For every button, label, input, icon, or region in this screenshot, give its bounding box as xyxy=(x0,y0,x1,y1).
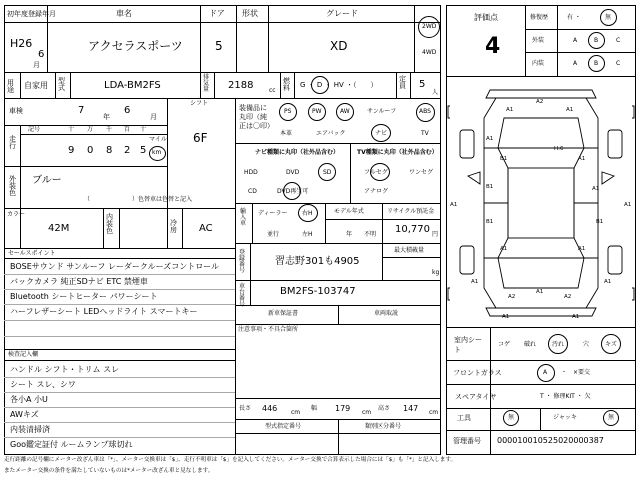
equip-leather: 本革 xyxy=(280,130,293,137)
svg-text:H:6: H:6 xyxy=(554,146,564,152)
import-left: 左H xyxy=(302,231,313,238)
seat-opt-1: 破れ xyxy=(524,341,537,348)
svg-text:A1: A1 xyxy=(500,246,508,252)
score-label: 評価点 xyxy=(474,13,498,22)
svg-text:A1: A1 xyxy=(471,279,479,285)
import-parallel: 並行 xyxy=(267,231,280,238)
mileage-hdr-4: 百 xyxy=(124,126,131,133)
sales-line-3: ハーフレザーシート LEDヘッドライト スマートキー xyxy=(10,307,198,316)
svg-text:A1: A1 xyxy=(566,107,574,113)
tools-label: 工具 xyxy=(457,414,471,422)
exterior-score-label: 外装 xyxy=(532,37,545,44)
repair-label: 修復歴 xyxy=(530,14,549,21)
svg-text:A1: A1 xyxy=(578,156,586,162)
mileage-digit-3: 2 xyxy=(124,145,131,156)
mileage-hdr-5: 十 xyxy=(140,126,147,133)
svg-text:B1: B1 xyxy=(486,219,494,225)
navi-cd: CD xyxy=(248,188,257,195)
svg-text:A1: A1 xyxy=(592,186,600,192)
sales-line-1: バックカメラ 純正SDナビ ETC 禁煙車 xyxy=(10,277,148,286)
shape-label: 形状 xyxy=(242,9,258,18)
equip-pw: PW xyxy=(312,108,322,115)
equip-ps: PS xyxy=(284,108,292,115)
exterior-score-a: A xyxy=(573,37,578,44)
mileage-digit-2: 8 xyxy=(106,145,113,156)
length-label: 長さ xyxy=(239,405,252,412)
svg-text:A1: A1 xyxy=(536,289,544,295)
exterior-color: ブルー xyxy=(32,175,62,186)
ac-label: 冷房 xyxy=(170,219,177,234)
sales-line-0: BOSEサウンド サンルーフ レーダークルーズコントロール xyxy=(10,262,220,271)
car-damage-diagram xyxy=(446,78,636,326)
capacity-value: 5 xyxy=(419,79,426,90)
svg-text:B1: B1 xyxy=(596,219,604,225)
reg-label: 登録番号 xyxy=(239,249,246,274)
seat-opt-2: 汚れ xyxy=(552,341,565,348)
car-name-value: アクセラスポーツ xyxy=(88,39,183,53)
equipment-label: 装備品に丸印（純正は〇印） xyxy=(239,104,274,131)
tv-analog: アナログ xyxy=(364,188,389,195)
tools-circled: 無 xyxy=(508,414,515,421)
inspection-year-unit: 年 xyxy=(103,113,110,121)
mileage-hdr-0: 記号 xyxy=(28,126,41,133)
interior-score-b: B xyxy=(594,60,599,67)
jack-circled: 無 xyxy=(608,414,615,421)
inspector-line-1: シート スレ、シワ xyxy=(10,380,76,389)
inspection-month: 6 xyxy=(124,105,131,116)
recycle-value: 10,770 xyxy=(395,224,430,235)
seat-opt-3: 穴 xyxy=(583,341,590,348)
first-reg-value: H26 xyxy=(10,37,33,50)
mileage-label: 走行 xyxy=(9,135,16,150)
chassis-value: BM2FS-103747 xyxy=(280,286,356,297)
inspector-line-0: ハンドル シフト・トリム スレ xyxy=(10,365,120,374)
fuel-options: G ・ D ・ HV ・（ ） xyxy=(300,81,378,89)
width-unit: cm xyxy=(362,409,372,416)
interior-score-c: C xyxy=(616,60,621,67)
shift-label: シフト xyxy=(190,100,209,107)
sales-line-2: Bluetooth シートヒーター パワーシート xyxy=(10,292,158,301)
color-code-value: 42M xyxy=(48,223,70,234)
svg-text:A1: A1 xyxy=(624,202,632,208)
mileage-digit-4: 5 xyxy=(140,145,147,156)
spare-label: スペアタイヤ xyxy=(455,393,497,401)
tv-title: TV種類に丸印（社外品含む） xyxy=(357,149,438,156)
inspection-year: 7 xyxy=(78,105,85,116)
fuel-label: 燃料 xyxy=(283,77,290,92)
use-label: 用途 xyxy=(7,79,14,94)
use-value: 自家用 xyxy=(24,81,48,90)
tv-oneseg: ワンセグ xyxy=(409,169,434,176)
equip-tv: TV xyxy=(421,130,429,137)
glass-rest: ・ ×要交 xyxy=(561,369,591,376)
navi-dvd: DVD xyxy=(286,169,300,176)
manual-label: 車両取説 xyxy=(374,310,399,317)
interior-color-label: 内装色 xyxy=(106,213,113,235)
svg-text:A1: A1 xyxy=(506,107,514,113)
type-label: 型式指定番号 xyxy=(265,423,302,430)
inspector-line-5: Goo鑑定証付 ルームランプ球切れ xyxy=(10,440,133,449)
control-value: 000010010525020000387 xyxy=(497,436,604,445)
glass-circled: A xyxy=(543,369,548,376)
shift-value: 6F xyxy=(193,131,208,145)
displacement-label: 排気量 xyxy=(203,74,210,93)
footer-line-1: 走行距離の記号欄にメーター改ざん車は「*」、メーター交換車は「$」、走行不明車は「$」を記入してください。メーター交換で合算表示した場合には「$」も「*」と記入します。 xyxy=(4,457,457,463)
drive-top: 2WD xyxy=(422,23,437,30)
navi-sd: SD xyxy=(323,169,332,176)
length-unit: cm xyxy=(291,409,301,416)
door-label: ドア xyxy=(209,9,225,18)
navi-title: ナビ種類に丸印（社外品含む） xyxy=(255,149,340,156)
equip-abs: ABS xyxy=(419,108,431,115)
recycle-label: リサイクル預託金 xyxy=(387,208,435,215)
inspection-label: 車検 xyxy=(9,107,23,115)
grade-label: グレード xyxy=(326,9,358,18)
svg-text:A1: A1 xyxy=(604,279,612,285)
height-unit: cm xyxy=(429,409,439,416)
interior-score-a: A xyxy=(573,60,578,67)
equip-sunroof: サンルーフ xyxy=(367,108,397,115)
equip-navi: ナビ xyxy=(375,130,388,137)
svg-text:B1: B1 xyxy=(500,156,508,162)
svg-text:A1: A1 xyxy=(450,202,458,208)
navi-hdd: HDD xyxy=(244,169,258,176)
width-label: 幅 xyxy=(311,405,318,412)
first-reg-label: 初年度登録年月 xyxy=(7,10,56,18)
import-label: 輸入車 xyxy=(240,208,247,227)
fuel-circle xyxy=(311,76,329,94)
footer-line-2: またメーター交換の条件を満たしていないものは*メーター改ざん車と見なします。 xyxy=(4,468,214,474)
first-reg-month-unit: 月 xyxy=(33,61,40,69)
import-dealer: ディーラー xyxy=(258,210,288,217)
displacement-value: 2188 xyxy=(228,80,254,91)
capacity-unit: 人 xyxy=(432,89,439,96)
ac-value: AC xyxy=(199,223,213,234)
equip-aw: AW xyxy=(340,108,350,115)
model-value: LDA-BM2FS xyxy=(104,80,161,91)
svg-text:A2: A2 xyxy=(536,99,544,105)
model-year-label: モデル年式 xyxy=(334,208,364,215)
inspector-line-3: AWキズ xyxy=(10,410,39,419)
height-value: 147 xyxy=(403,404,419,413)
svg-text:A1: A1 xyxy=(578,246,586,252)
first-reg-month: 6 xyxy=(38,49,45,60)
mileage-hdr-2: 万 xyxy=(87,126,94,133)
capacity-label: 定員 xyxy=(399,75,406,90)
exterior-score-c: C xyxy=(616,37,621,44)
svg-text:A2: A2 xyxy=(508,294,516,300)
exterior-score-b: B xyxy=(594,37,599,44)
exterior-color-note: （ ）色替車は色替と記入 xyxy=(84,196,193,203)
exterior-label: 外装色 xyxy=(9,175,16,197)
reg-value: 習志野301も4905 xyxy=(275,256,360,267)
category-label: 類別区分番号 xyxy=(365,423,402,430)
spare-options: T ・ 修理KIT ・ 欠 xyxy=(540,393,591,400)
repair-options: 有 ・ xyxy=(567,14,581,21)
model-label: 型式 xyxy=(58,77,65,92)
notes-label: 注意事項・不具合箇所 xyxy=(238,326,299,333)
inspector-line-4: 内装清掃済 xyxy=(10,425,50,434)
inspector-line-2: 各小A 小U xyxy=(10,395,48,404)
mileage-hdr-3: 千 xyxy=(106,126,113,133)
recycle-unit: 円 xyxy=(432,231,439,238)
mileage-hdr-1: 十 xyxy=(68,126,75,133)
control-label: 管理番号 xyxy=(453,437,481,445)
max-load-unit: kg xyxy=(432,269,440,276)
inspection-month-unit: 月 xyxy=(150,113,157,121)
width-value: 179 xyxy=(335,404,351,413)
drive-bottom: 4WD xyxy=(422,49,437,56)
interior-score-label: 内装 xyxy=(532,60,545,67)
tv-fullseg: フルセグ xyxy=(364,169,388,176)
equip-airbag: エアバック xyxy=(316,130,346,137)
import-right: 右H xyxy=(302,210,313,217)
glass-label: フロントガラス xyxy=(453,369,502,377)
repair-circled: 無 xyxy=(605,14,612,21)
score-value: 4 xyxy=(485,34,501,59)
color-code-label: カラー xyxy=(7,211,26,218)
model-year-unit: 年 不明 xyxy=(346,231,377,238)
length-value: 446 xyxy=(262,404,278,413)
mileage-digit-1: 0 xyxy=(87,145,94,156)
height-label: 高さ xyxy=(378,405,391,412)
door-value: 5 xyxy=(215,39,223,53)
seat-opt-4: キズ xyxy=(605,341,617,348)
seat-opt-0: コゲ xyxy=(498,341,511,348)
svg-text:A1: A1 xyxy=(572,314,580,320)
max-load-label: 最大積載量 xyxy=(394,247,425,254)
car-name-label: 車名 xyxy=(116,9,132,18)
svg-text:A2: A2 xyxy=(564,294,572,300)
seat-label: 室内シート xyxy=(454,336,482,354)
warranty-label: 新車保証書 xyxy=(268,310,299,317)
grade-value: XD xyxy=(330,39,348,53)
svg-text:B1: B1 xyxy=(486,184,494,190)
mileage-hdr-6: マイル xyxy=(149,136,167,143)
svg-text:A1: A1 xyxy=(486,136,494,142)
jack-label: ジャッキ xyxy=(553,414,577,421)
mileage-unit: km xyxy=(152,149,162,156)
chassis-label: 車台番号 xyxy=(239,283,246,308)
mileage-digit-0: 9 xyxy=(68,145,75,156)
displacement-unit: cc xyxy=(269,87,276,94)
sales-point-label: セールスポイント xyxy=(8,250,56,257)
navi-dvdplay: DVD再生可 xyxy=(277,188,309,195)
inspector-label: 検査記入欄 xyxy=(8,351,39,358)
svg-text:A1: A1 xyxy=(502,314,510,320)
